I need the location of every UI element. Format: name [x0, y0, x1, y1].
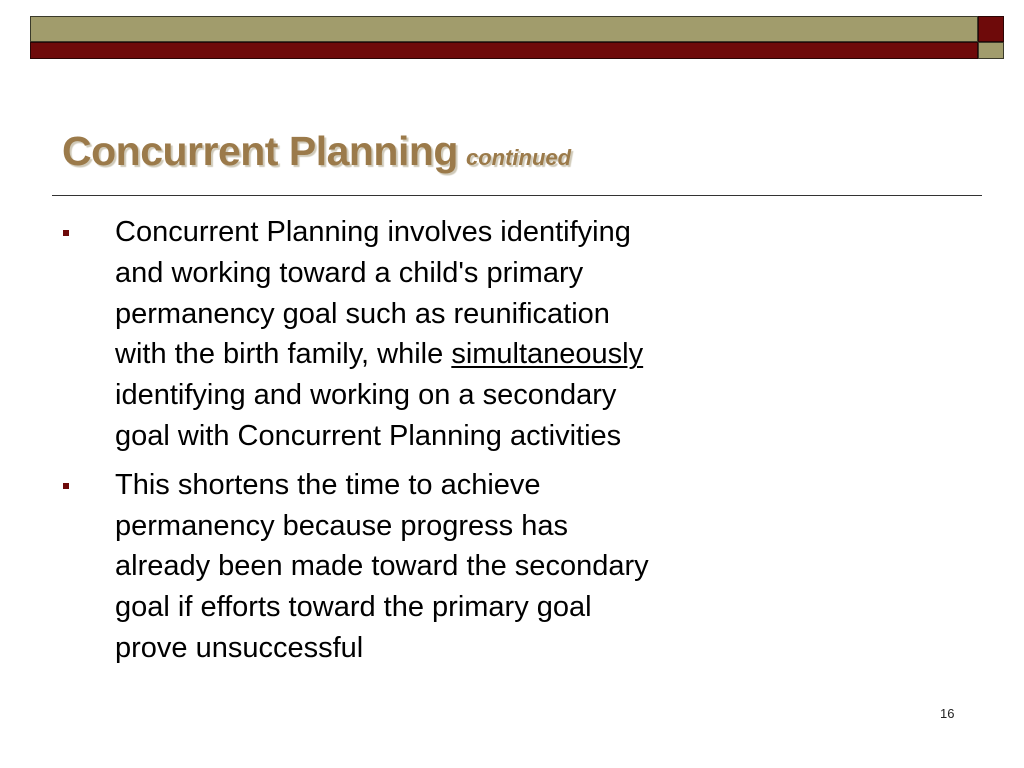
slide-title: [62, 128, 571, 175]
bullet-line: prove unsuccessful: [115, 631, 364, 664]
bullet-line: permanency goal such as reunification: [115, 297, 610, 330]
bullet-line: goal if efforts toward the primary goal: [115, 591, 592, 624]
bullet-item: [62, 465, 762, 669]
bullet-line: already been made toward the secondary: [115, 550, 649, 583]
header-bar-olive: [30, 16, 978, 42]
page-number: 16: [940, 706, 955, 721]
bullet-line: This shortens the time to achieve: [115, 468, 541, 501]
bullet-line: and working toward a child's primary: [115, 256, 584, 289]
title-divider: [52, 195, 982, 196]
bullet-line: identifying and working on a secondary: [115, 379, 617, 412]
bullet-item: [62, 212, 762, 457]
emphasized-word: simultaneously: [451, 338, 644, 371]
title-continued: continued: [465, 145, 572, 170]
bullet-line: permanency because progress has: [115, 509, 568, 542]
title-main: Concurrent Planning: [62, 128, 458, 174]
bullet-line: with the birth family, while: [115, 338, 452, 371]
header-square-olive: [978, 42, 1004, 59]
bullet-line: goal with Concurrent Planning activities: [115, 419, 622, 452]
header-bar-maroon: [30, 42, 978, 59]
square-bullet-icon: [63, 483, 69, 489]
bullet-line: Concurrent Planning involves identifying: [115, 216, 631, 248]
header-square-maroon: [978, 16, 1004, 42]
bullet-list: [62, 212, 762, 677]
square-bullet-icon: [63, 230, 69, 236]
